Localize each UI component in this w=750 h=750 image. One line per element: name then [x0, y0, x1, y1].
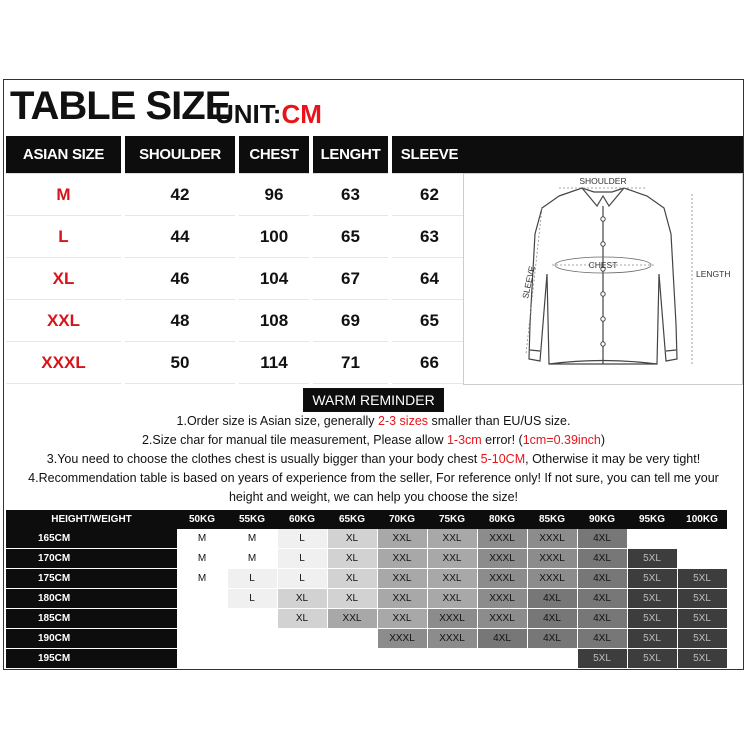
- size-table: [6, 136, 467, 384]
- length-label: LENGTH: [696, 269, 731, 279]
- recommended-size-cell: [527, 649, 577, 669]
- recommended-size-cell: [177, 589, 227, 609]
- recommended-size-cell: XXL: [427, 529, 477, 549]
- size-row: [6, 300, 467, 342]
- recommended-size-cell: M: [177, 549, 227, 569]
- recommended-size-cell: 5XL: [677, 629, 727, 649]
- recommended-size-cell: XXL: [327, 609, 377, 629]
- recommended-size-cell: XXL: [377, 589, 427, 609]
- recommended-size-cell: M: [227, 529, 277, 549]
- recommended-size-cell: [677, 529, 727, 549]
- recommended-size-cell: XXXL: [477, 549, 527, 569]
- measurement-cell: 64: [390, 258, 467, 300]
- recommended-size-cell: 4XL: [527, 589, 577, 609]
- shirt-diagram: [463, 173, 743, 385]
- recommended-size-cell: [277, 629, 327, 649]
- shirt-illustration: [464, 174, 742, 384]
- sleeve-header: SLEEVE: [390, 136, 467, 174]
- recommended-size-cell: XXL: [377, 609, 427, 629]
- measurement-cell: 62: [390, 174, 467, 216]
- weight-header: 65KG: [327, 510, 377, 529]
- recommended-size-cell: [277, 649, 327, 669]
- measurement-cell: 65: [311, 216, 390, 258]
- unit-label-text: UNIT:: [215, 99, 282, 129]
- recommended-size-cell: L: [277, 549, 327, 569]
- recommendation-row: [6, 529, 727, 549]
- recommended-size-cell: 4XL: [577, 589, 627, 609]
- recommended-size-cell: [177, 629, 227, 649]
- recommendation-row: [6, 649, 727, 669]
- weight-header: 60KG: [277, 510, 327, 529]
- measurement-cell: 100: [237, 216, 311, 258]
- recommended-size-cell: 5XL: [677, 609, 727, 629]
- recommended-size-cell: [227, 649, 277, 669]
- recommended-size-cell: 4XL: [577, 569, 627, 589]
- unit-label: [215, 99, 322, 130]
- recommended-size-cell: M: [177, 569, 227, 589]
- note-text: 3.You need to choose the clothes chest is usually bigger than your body chest: [46, 452, 481, 466]
- recommended-size-cell: 4XL: [527, 629, 577, 649]
- reminder-notes: [4, 412, 743, 507]
- note-text: , Otherwise it may be very tight!: [525, 452, 701, 466]
- recommended-size-cell: XXXL: [427, 629, 477, 649]
- recommended-size-cell: M: [177, 529, 227, 549]
- weight-header: 95KG: [627, 510, 677, 529]
- recommended-size-cell: [427, 649, 477, 669]
- recommended-size-cell: 4XL: [577, 529, 627, 549]
- height-cell: 165CM: [6, 529, 177, 549]
- highlight-text: 2-3 sizes: [378, 414, 429, 428]
- recommended-size-cell: 4XL: [577, 629, 627, 649]
- weight-header: 55KG: [227, 510, 277, 529]
- recommended-size-cell: [677, 549, 727, 569]
- recommended-size-cell: XXXL: [427, 609, 477, 629]
- recommended-size-cell: XL: [327, 569, 377, 589]
- recommended-size-cell: M: [227, 549, 277, 569]
- height-cell: 170CM: [6, 549, 177, 569]
- size-cell: XL: [6, 258, 123, 300]
- recommendation-row: [6, 549, 727, 569]
- recommended-size-cell: XXXL: [477, 589, 527, 609]
- shoulder-header: SHOULDER: [123, 136, 237, 174]
- note-text: error! (: [481, 433, 523, 447]
- recommendation-row: [6, 629, 727, 649]
- recommended-size-cell: XL: [327, 549, 377, 569]
- recommended-size-cell: 5XL: [627, 609, 677, 629]
- size-cell: XXL: [6, 300, 123, 342]
- recommended-size-cell: [177, 609, 227, 629]
- recommended-size-cell: 4XL: [577, 609, 627, 629]
- recommended-size-cell: [377, 649, 427, 669]
- highlight-text: 5-10CM: [480, 452, 526, 466]
- recommended-size-cell: XXL: [427, 569, 477, 589]
- note-text: 1.Order size is Asian size, generally: [176, 414, 379, 428]
- height-cell: 185CM: [6, 609, 177, 629]
- measurement-cell: 96: [237, 174, 311, 216]
- recommended-size-cell: [327, 649, 377, 669]
- recommended-size-cell: XXXL: [527, 529, 577, 549]
- weight-header: 50KG: [177, 510, 227, 529]
- recommended-size-cell: 4XL: [527, 609, 577, 629]
- weight-header: 90KG: [577, 510, 627, 529]
- size-row: [6, 216, 467, 258]
- reminder-note: [4, 488, 743, 507]
- measurement-cell: 114: [237, 342, 311, 384]
- recommended-size-cell: L: [227, 589, 277, 609]
- measurement-cell: 65: [390, 300, 467, 342]
- recommended-size-cell: XXL: [427, 549, 477, 569]
- recommended-size-cell: L: [277, 529, 327, 549]
- recommended-size-cell: XXL: [377, 569, 427, 589]
- recommendation-row: [6, 609, 727, 629]
- chest-label: CHEST: [588, 260, 618, 270]
- note-text: 4.Recommendation table is based on years of experience from the seller, For reference only! If not sure, you can tell me your: [28, 471, 719, 485]
- recommended-size-cell: XL: [327, 589, 377, 609]
- size-row: [6, 258, 467, 300]
- recommended-size-cell: 4XL: [477, 629, 527, 649]
- recommendation-row: [6, 589, 727, 609]
- recommended-size-cell: [227, 629, 277, 649]
- recommended-size-cell: 5XL: [627, 589, 677, 609]
- size-cell: M: [6, 174, 123, 216]
- weight-header: 70KG: [377, 510, 427, 529]
- recommended-size-cell: XXL: [377, 549, 427, 569]
- sleeve-label: SLEEVE: [520, 264, 537, 300]
- recommended-size-cell: 5XL: [627, 569, 677, 589]
- diagram-header-bar: [463, 136, 743, 173]
- reminder-note: [4, 412, 743, 431]
- size-chart-frame: [3, 79, 744, 670]
- size-header: ASIAN SIZE: [6, 136, 123, 174]
- recommended-size-cell: XXL: [377, 529, 427, 549]
- recommended-size-cell: [177, 649, 227, 669]
- measurement-cell: 104: [237, 258, 311, 300]
- height-weight-header: HEIGHT/WEIGHT: [6, 510, 177, 529]
- measurement-cell: 69: [311, 300, 390, 342]
- weight-header: 85KG: [527, 510, 577, 529]
- height-cell: 180CM: [6, 589, 177, 609]
- recommended-size-cell: 5XL: [677, 569, 727, 589]
- measurement-cell: 48: [123, 300, 237, 342]
- size-row: [6, 342, 467, 384]
- recommended-size-cell: 5XL: [677, 589, 727, 609]
- reminder-note: [4, 469, 743, 488]
- measurement-cell: 44: [123, 216, 237, 258]
- shoulder-label: SHOULDER: [579, 176, 627, 186]
- recommended-size-cell: [227, 609, 277, 629]
- recommended-size-cell: L: [277, 569, 327, 589]
- recommended-size-cell: [627, 529, 677, 549]
- size-row: [6, 174, 467, 216]
- height-cell: 175CM: [6, 569, 177, 589]
- recommended-size-cell: XL: [327, 529, 377, 549]
- recommended-size-cell: 5XL: [627, 629, 677, 649]
- note-text: height and weight, we can help you choose the size!: [228, 490, 519, 504]
- recommendation-table: [6, 510, 728, 669]
- recommended-size-cell: XXXL: [527, 549, 577, 569]
- note-text: ): [600, 433, 606, 447]
- chest-header: CHEST: [237, 136, 311, 174]
- recommended-size-cell: XXXL: [527, 569, 577, 589]
- recommended-size-cell: 4XL: [577, 549, 627, 569]
- measurement-cell: 46: [123, 258, 237, 300]
- measurement-cell: 63: [311, 174, 390, 216]
- reminder-note: [4, 431, 743, 450]
- note-text: smaller than EU/US size.: [428, 414, 571, 428]
- recommended-size-cell: [327, 629, 377, 649]
- highlight-text: 1cm=0.39inch: [522, 433, 601, 447]
- height-cell: 195CM: [6, 649, 177, 669]
- note-text: 2.Size char for manual tile measurement, Please allow: [141, 433, 447, 447]
- highlight-text: 1-3cm: [446, 433, 482, 447]
- weight-header: 80KG: [477, 510, 527, 529]
- recommended-size-cell: XL: [277, 589, 327, 609]
- recommended-size-cell: L: [227, 569, 277, 589]
- recommended-size-cell: XXXL: [477, 609, 527, 629]
- warm-reminder-banner: WARM REMINDER: [303, 388, 444, 412]
- recommendation-row: [6, 569, 727, 589]
- measurement-cell: 63: [390, 216, 467, 258]
- recommended-size-cell: XXL: [427, 589, 477, 609]
- page-title: TABLE SIZE: [10, 84, 231, 128]
- weight-header: 75KG: [427, 510, 477, 529]
- size-cell: XXXL: [6, 342, 123, 384]
- recommended-size-cell: [477, 649, 527, 669]
- recommended-size-cell: 5XL: [627, 549, 677, 569]
- recommended-size-cell: XXXL: [477, 529, 527, 549]
- measurement-cell: 108: [237, 300, 311, 342]
- unit-value: CM: [281, 99, 322, 129]
- title-row: [4, 80, 743, 136]
- recommended-size-cell: 5XL: [677, 649, 727, 669]
- weight-header: 100KG: [677, 510, 727, 529]
- length-header: LENGHT: [311, 136, 390, 174]
- measurement-cell: 71: [311, 342, 390, 384]
- height-cell: 190CM: [6, 629, 177, 649]
- recommended-size-cell: XXXL: [477, 569, 527, 589]
- measurement-cell: 67: [311, 258, 390, 300]
- recommended-size-cell: 5XL: [577, 649, 627, 669]
- recommended-size-cell: XL: [277, 609, 327, 629]
- measurement-cell: 42: [123, 174, 237, 216]
- recommended-size-cell: 5XL: [627, 649, 677, 669]
- recommended-size-cell: XXXL: [377, 629, 427, 649]
- measurement-cell: 50: [123, 342, 237, 384]
- size-cell: L: [6, 216, 123, 258]
- measurement-cell: 66: [390, 342, 467, 384]
- reminder-note: [4, 450, 743, 469]
